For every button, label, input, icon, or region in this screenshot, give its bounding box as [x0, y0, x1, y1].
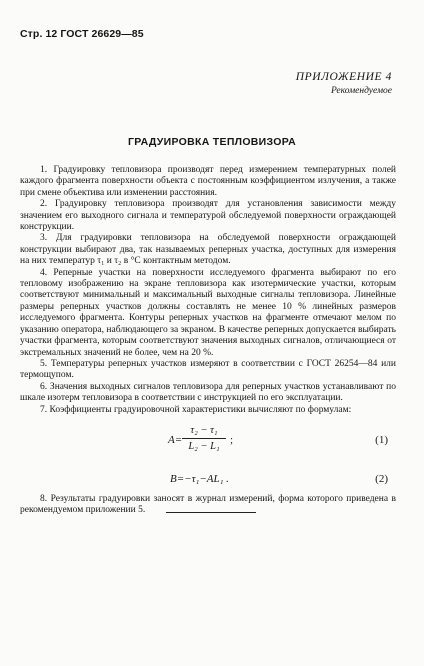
paragraph-7: 7. Коэффициенты градуировочной характеристики вычисляют по формулам: — [40, 404, 352, 415]
paragraph-5: 5. Температуры реперных участков измеряют в соответствии с ГОСТ 26254—84 или термощупом. — [20, 358, 396, 381]
formula-2-number: (2) — [375, 472, 388, 485]
end-rule — [166, 512, 256, 513]
formula-1-lhs: A= — [168, 433, 183, 446]
formula-1-numerator: τ₂ − τ₁ — [190, 424, 218, 436]
formula-2-expression: B=−τ₁−AL₁ . — [170, 472, 229, 485]
paragraph-1: 1. Градуировку тепловизора производят перед измерением температурных полей каждого фрагмента поверхности объекта с постоянным коэффициентом излучения, а также при смене объектива или изменении расстояния. — [20, 165, 396, 198]
formula-1-denominator: L₂ − L₁ — [188, 440, 220, 452]
formula-1-number: (1) — [375, 433, 388, 446]
formula-1 — [20, 422, 396, 466]
formula-1-fraction — [182, 424, 226, 453]
appendix-title: ПРИЛОЖЕНИЕ 4 — [295, 71, 392, 83]
document-body — [20, 165, 396, 517]
paragraph-8: 8. Результаты градуировки заносят в журнал измерений, форма которого приведена в рекомендуемом приложении 5. — [20, 493, 396, 516]
appendix-label — [296, 70, 392, 98]
paragraph-4: 4. Реперные участки на поверхности исследуемого фрагмента выбирают по его тепловому изображению на экране тепловизора как изотермические участки, которым соответствуют минимальный и максимальный выходные сигналы тепловизора. Линейные размеры реперных участков должны составлять не менее 10 % линейных размеров исследуемого фрагмента. Контуры реперных участков на фрагменте отмечают мелом по указанию оператора, наблюдающего за экраном. В качестве реперных допускается выбирать участки фрагмента, которым соответствуют значения выходных сигналов, отличающиеся от экстремальных значений не более, чем на 20 %. — [20, 267, 396, 358]
formula-1-suffix: ; — [230, 433, 234, 446]
paragraph-2: 2. Градуировку тепловизора производят для установления зависимости между значением его выходного сигнала и температурой обследуемой поверхности ограждающей конструкции. — [20, 199, 396, 233]
formula-2 — [20, 468, 396, 492]
fraction-bar — [182, 438, 226, 439]
paragraph-6: 6. Значения выходных сигналов тепловизора для реперных участков устанавливают по шкале изотерм тепловизора в соответствии с инструкцией по его эксплуатации. — [20, 381, 396, 404]
page-header: Стр. 12 ГОСТ 26629—85 — [20, 28, 144, 40]
appendix-status: Рекомендуемое — [330, 86, 392, 96]
section-title: ГРАДУИРОВКА ТЕПЛОВИЗОРА — [127, 136, 296, 148]
paragraph-3: 3. Для градуировки тепловизора на обследуемой поверхности ограждающей конструкции выбирают два, так называемых реперных участка, доступных для измерения на них температур τ₁ и τ₂ в °С контактным методом. — [20, 233, 396, 267]
